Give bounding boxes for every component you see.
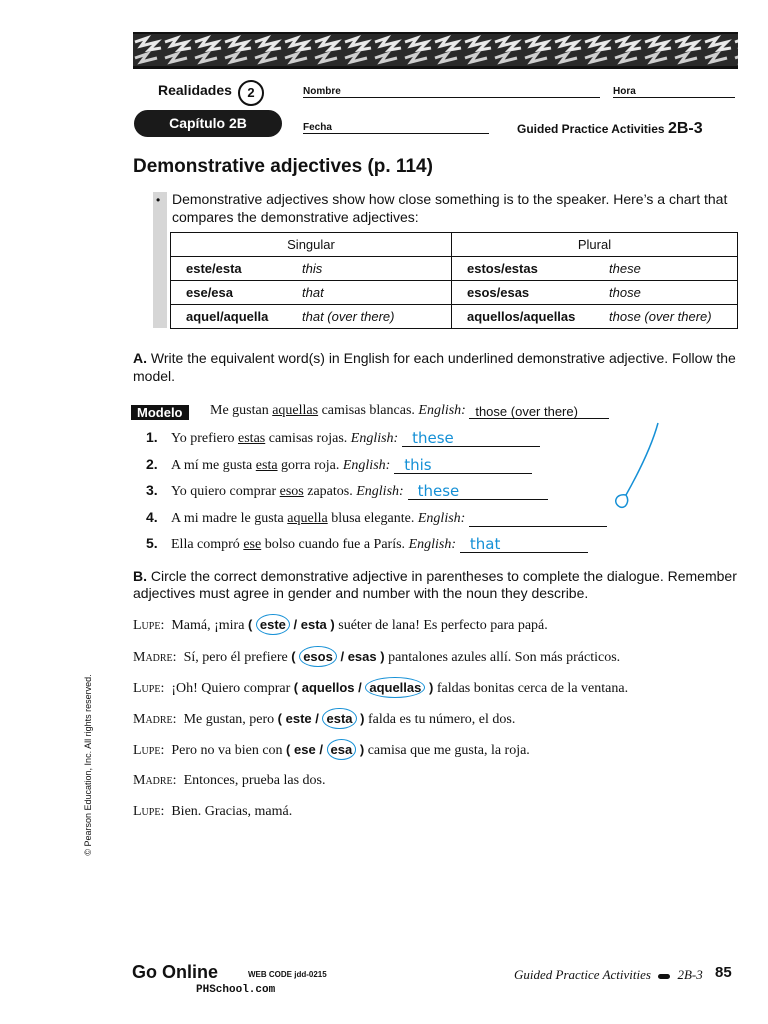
chart-cell: that (over there) (302, 309, 395, 324)
underlined-word: aquellas (272, 403, 319, 418)
col-singular: Singular (171, 233, 452, 257)
chart-cell: aquel/aquella (186, 309, 269, 324)
dialogue-line: Lupe: Pero no va bien con ( ese / esa ) camisa que me gusta, la roja. (133, 742, 530, 759)
speaker: Lupe: (133, 618, 165, 633)
exercise-item (146, 509, 607, 527)
chart-row (171, 257, 738, 281)
modelo-answer: those (over there) (475, 404, 578, 419)
date-field[interactable] (303, 133, 489, 134)
footer-activity-code: 2B-3 (677, 967, 703, 982)
sentence-part: camisas blancas. (318, 403, 415, 418)
choice-option[interactable]: ese (294, 742, 316, 757)
chart-cell: ese/esa (186, 285, 233, 300)
speaker: Madre: (133, 650, 177, 665)
item-number: 2. (146, 456, 158, 472)
sentence-part: Me gustan (210, 403, 273, 418)
underlined-word: aquella (287, 511, 328, 526)
intro-text: Demonstrative adjectives show how close something is to the speaker. Here’s a chart that compares the demonstrative adjectives: (172, 191, 728, 225)
dialogue-line (133, 773, 325, 789)
chart-cell: aquellos/aquellas (467, 309, 576, 324)
demonstrative-chart (170, 232, 738, 329)
english-label: English: (418, 403, 466, 418)
answer-field[interactable] (394, 456, 532, 474)
dialogue-line: Lupe: Mamá, ¡mira ( este / esta ) suéter de lana! Es perfecto para papá. (133, 617, 548, 634)
item-number: 3. (146, 482, 158, 498)
sidebar-bar (153, 192, 167, 328)
date-label: Fecha (303, 122, 332, 133)
chart-cell: those (over there) (609, 309, 712, 324)
answer-field[interactable] (460, 535, 588, 553)
banner-pattern (133, 34, 738, 67)
dialogue-line (133, 804, 292, 820)
sentence-part: gorra roja. (277, 458, 340, 473)
english-label: English: (342, 458, 391, 473)
pill-icon (658, 974, 670, 979)
item-number: 5. (146, 535, 158, 551)
english-label: English: (356, 484, 404, 499)
hour-label: Hora (613, 86, 636, 97)
choice-option[interactable]: aquellos (301, 680, 355, 695)
series-title: Realidades (158, 82, 232, 98)
section-a-text: Write the equivalent word(s) in English for each underlined demonstrative adjective. Follow the model. (133, 350, 736, 384)
modelo-label: Modelo (131, 405, 189, 420)
sentence-part: zapatos. (303, 484, 353, 499)
underlined-word: esta (255, 458, 278, 473)
speaker: Lupe: (133, 743, 165, 758)
sentence-part: Ella compró (171, 537, 244, 552)
dialogue-line: Lupe: ¡Oh! Quiero comprar ( aquellos / aquellas ) faldas bonitas cerca de la ventana. (133, 680, 628, 697)
chart-cell: este/esta (186, 261, 242, 276)
sentence-part: camisas rojas. (265, 431, 348, 446)
choice-option[interactable]: esta (300, 617, 327, 632)
dialogue-text: falda es tu número, el dos. (364, 712, 516, 727)
activity-number: 2B-3 (667, 120, 703, 137)
dialogue-text: Mamá, ¡mira (171, 618, 248, 633)
pen-scribble (590, 415, 670, 515)
answer-field[interactable] (408, 482, 548, 500)
speaker: Madre: (133, 773, 177, 788)
item-number: 1. (146, 429, 158, 445)
chart-header-row (171, 233, 738, 257)
handwritten-answer: this (404, 456, 432, 474)
modelo-answer-line (469, 404, 609, 419)
section-a-instructions (133, 349, 738, 385)
exercise-item (146, 535, 588, 553)
sentence-part: bolso cuando fue a París. (261, 537, 406, 552)
col-plural: Plural (452, 233, 738, 257)
choice-option-circled[interactable]: esa (327, 739, 357, 760)
chart-row (171, 305, 738, 329)
name-label: Nombre (303, 86, 341, 97)
dialogue-text: suéter de lana! Es perfecto para papá. (334, 618, 548, 633)
dialogue-text: Sí, pero él prefiere (183, 650, 292, 665)
footer-activity-label: Guided Practice Activities (514, 967, 651, 982)
section-b-instructions (133, 568, 738, 602)
speaker: Lupe: (133, 681, 165, 696)
underlined-word: estas (238, 431, 266, 446)
exercise-item (146, 456, 532, 474)
speaker: Lupe: (133, 804, 165, 819)
chart-cell: these (609, 261, 641, 276)
page-title: Demonstrative adjectives (p. 114) (133, 156, 433, 177)
choice-option-circled[interactable]: esos (299, 646, 337, 667)
decorative-banner (133, 32, 738, 69)
web-code: WEB CODE jdd-0215 (248, 970, 327, 979)
speaker: Madre: (133, 712, 177, 727)
sentence-part: Yo quiero comprar (171, 484, 280, 499)
answer-field[interactable] (402, 429, 540, 447)
banner-underline (133, 66, 738, 68)
site-link[interactable]: PHSchool.com (196, 984, 276, 996)
dialogue-text: Pero no va bien con (171, 743, 287, 758)
modelo-sentence (210, 403, 609, 419)
dialogue-text: camisa que me gusta, la roja. (364, 743, 530, 758)
choice-option[interactable]: este (285, 711, 312, 726)
section-b-text: Circle the correct demonstrative adjective in parentheses to complete the dialogue. Remember adjectives must agree in gender and number with the noun they describe. (133, 568, 737, 601)
chart-cell: estos/estas (467, 261, 538, 276)
dialogue-text: faldas bonitas cerca de la ventana. (433, 681, 629, 696)
underlined-word: esos (279, 484, 304, 499)
hour-field[interactable] (613, 97, 735, 98)
section-a-letter: A. (133, 350, 147, 366)
handwritten-answer: these (417, 482, 460, 500)
dialogue-text: Bien. Gracias, mamá. (171, 804, 293, 819)
dialogue-text: Me gustan, pero (183, 712, 278, 727)
handwritten-answer: that (469, 535, 501, 553)
page-number: 85 (715, 964, 732, 981)
choice-option-circled[interactable]: este (256, 614, 290, 635)
level-badge: 2 (238, 80, 264, 106)
bullet-icon: • (156, 193, 161, 207)
chart-cell: esos/esas (467, 285, 530, 300)
dialogue-text: ¡Oh! Quiero comprar (171, 681, 294, 696)
sentence-part: A mí me gusta (171, 458, 256, 473)
dialogue-text: Entonces, prueba las dos. (183, 773, 326, 788)
underlined-word: ese (243, 537, 262, 552)
dialogue-text: pantalones azules allí. Son más prácticos. (384, 650, 621, 665)
go-online-logo: Go Online (132, 962, 219, 982)
sentence-part: Yo prefiero (171, 431, 239, 446)
chart-cell: this (302, 261, 323, 276)
item-number: 4. (146, 509, 158, 525)
exercise-item (146, 429, 540, 447)
copyright-notice: © Pearson Education, Inc. All rights reserved. (83, 674, 93, 856)
english-label: English: (417, 511, 466, 526)
chapter-pill: Capítulo 2B (134, 110, 282, 137)
chart-cell: those (609, 285, 641, 300)
dialogue-line: Madre: Sí, pero él prefiere ( esos / esas ) pantalones azules allí. Son más prácticos. (133, 649, 620, 666)
chart-row (171, 281, 738, 305)
english-label: English: (350, 431, 399, 446)
name-field[interactable] (303, 97, 600, 98)
chart-cell: that (302, 285, 324, 300)
choice-option-circled[interactable]: aquellas (365, 677, 425, 698)
activity-label-text: Guided Practice Activities (517, 122, 665, 136)
handwritten-answer: these (412, 429, 454, 447)
sentence-part: blusa elegante. (327, 511, 415, 526)
exercise-item (146, 482, 548, 500)
footer-activity (514, 967, 703, 983)
answer-field[interactable] (469, 512, 607, 527)
english-label: English: (408, 537, 457, 552)
activity-label (517, 120, 703, 138)
choice-option[interactable]: esas (347, 649, 377, 664)
choice-option-circled[interactable]: esta (322, 708, 356, 729)
section-b-letter: B. (133, 568, 147, 584)
sentence-part: A mi madre le gusta (171, 511, 288, 526)
dialogue-line: Madre: Me gustan, pero ( este / esta ) falda es tu número, el dos. (133, 711, 515, 728)
